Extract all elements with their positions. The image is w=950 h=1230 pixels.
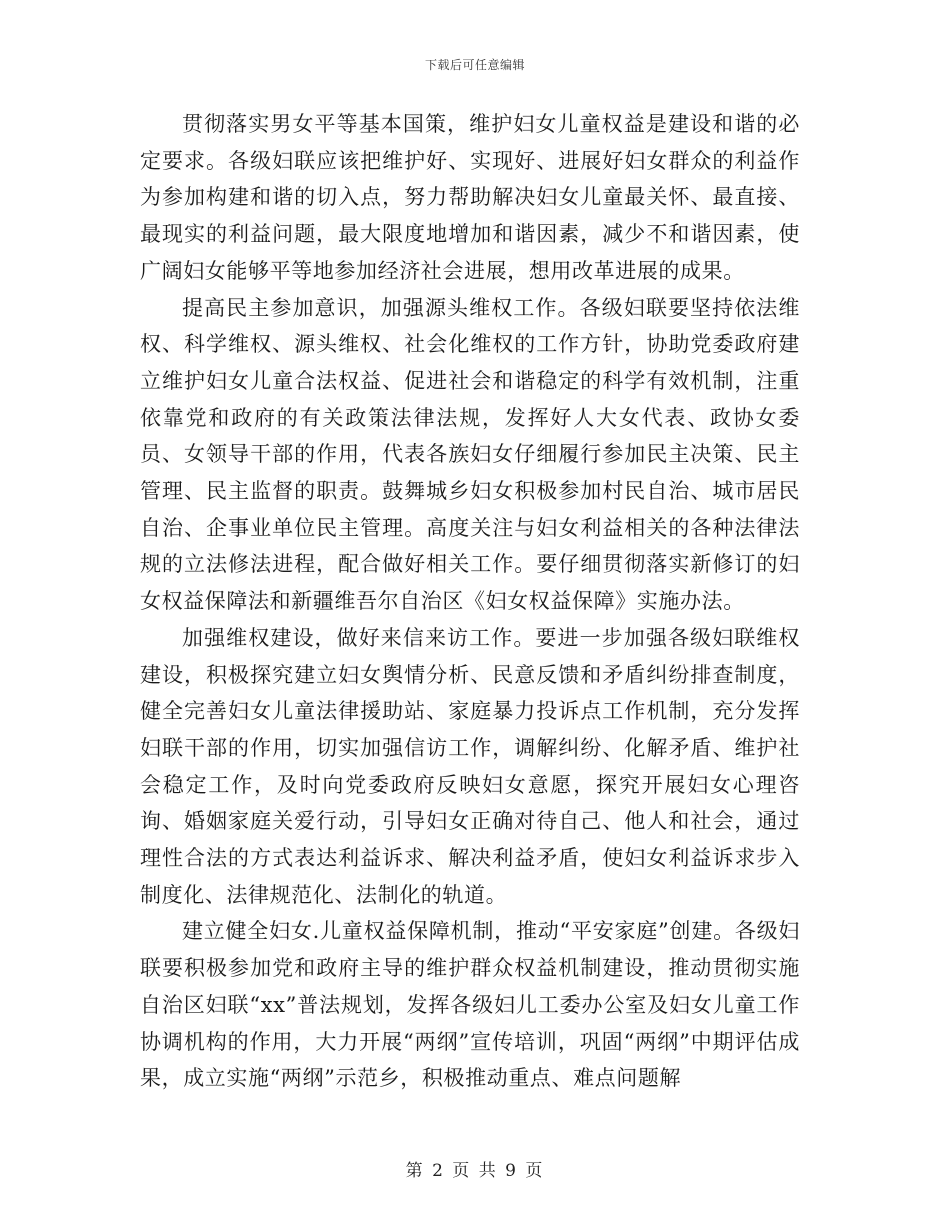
page-header: 下载后可任意编辑 <box>424 58 525 72</box>
paragraph-1: 贯彻落实男女平等基本国策，维护妇女儿童权益是建设和谐的必定要求。各级妇联应该把维护好、实现好、进展好妇女群众的利益作为参加构建和谐的切入点，努力帮助解决妇女儿童最关怀、最直接、最现实的利益问题，最大限度地增加和谐因素，减少不和谐因素，使广阔妇女能够平等地参加经济社会进展，想用改革进展的成果。 <box>140 112 800 283</box>
paragraph-4: 建立健全妇女.儿童权益保障机制，推动“平安家庭”创建。各级妇联要积极参加党和政府主导的维护群众权益机制建设，推动贯彻实施自治区妇联“xx”普法规划，发挥各级妇儿工委办公室及妇女儿童工作协调机构的作用，大力开展“两纲”宣传培训，巩固“两纲”中期评估成果，成立实施“两纲”示范乡，积极推动重点、难点问题解 <box>140 919 800 1091</box>
paragraph-2: 提高民主参加意识，加强源头维权工作。各级妇联要坚持依法维权、科学维权、源头维权、社会化维权的工作方针，协助党委政府建立维护妇女儿童合法权益、促进社会和谐稳定的科学有效机制，注重依靠党和政府的有关政策法律法规，发挥好人大女代表、政协女委员、女领导干部的作用，代表各族妇女仔细履行参加民主决策、民主管理、民主监督的职责。鼓舞城乡妇女积极参加村民自治、城市居民自治、企事业单位民主管理。高度关注与妇女利益相关的各种法律法规的立法修法进程，配合做好相关工作。要仔细贯彻落实新修订的妇女权益保障法和新疆维吾尔自治区《妇女权益保障》实施办法。 <box>140 295 800 614</box>
document-body <box>140 106 800 1097</box>
paragraph-3: 加强维权建设，做好来信来访工作。要进一步加强各级妇联维权建设，积极探究建立妇女舆情分析、民意反馈和矛盾纠纷排查制度，健全完善妇女儿童法律援助站、家庭暴力投诉点工作机制，充分发挥妇联干部的作用，切实加强信访工作，调解纠纷、化解矛盾、维护社会稳定工作，及时向党委政府反映妇女意愿，探究开展妇女心理咨询、婚姻家庭关爱行动，引导妇女正确对待自己、他人和社会，通过理性合法的方式表达利益诉求、解决利益矛盾，使妇女利益诉求步入制度化、法律规范化、法制化的轨道。 <box>140 625 800 907</box>
page-number-footer: 第 2 页 共 9 页 <box>405 1161 545 1181</box>
